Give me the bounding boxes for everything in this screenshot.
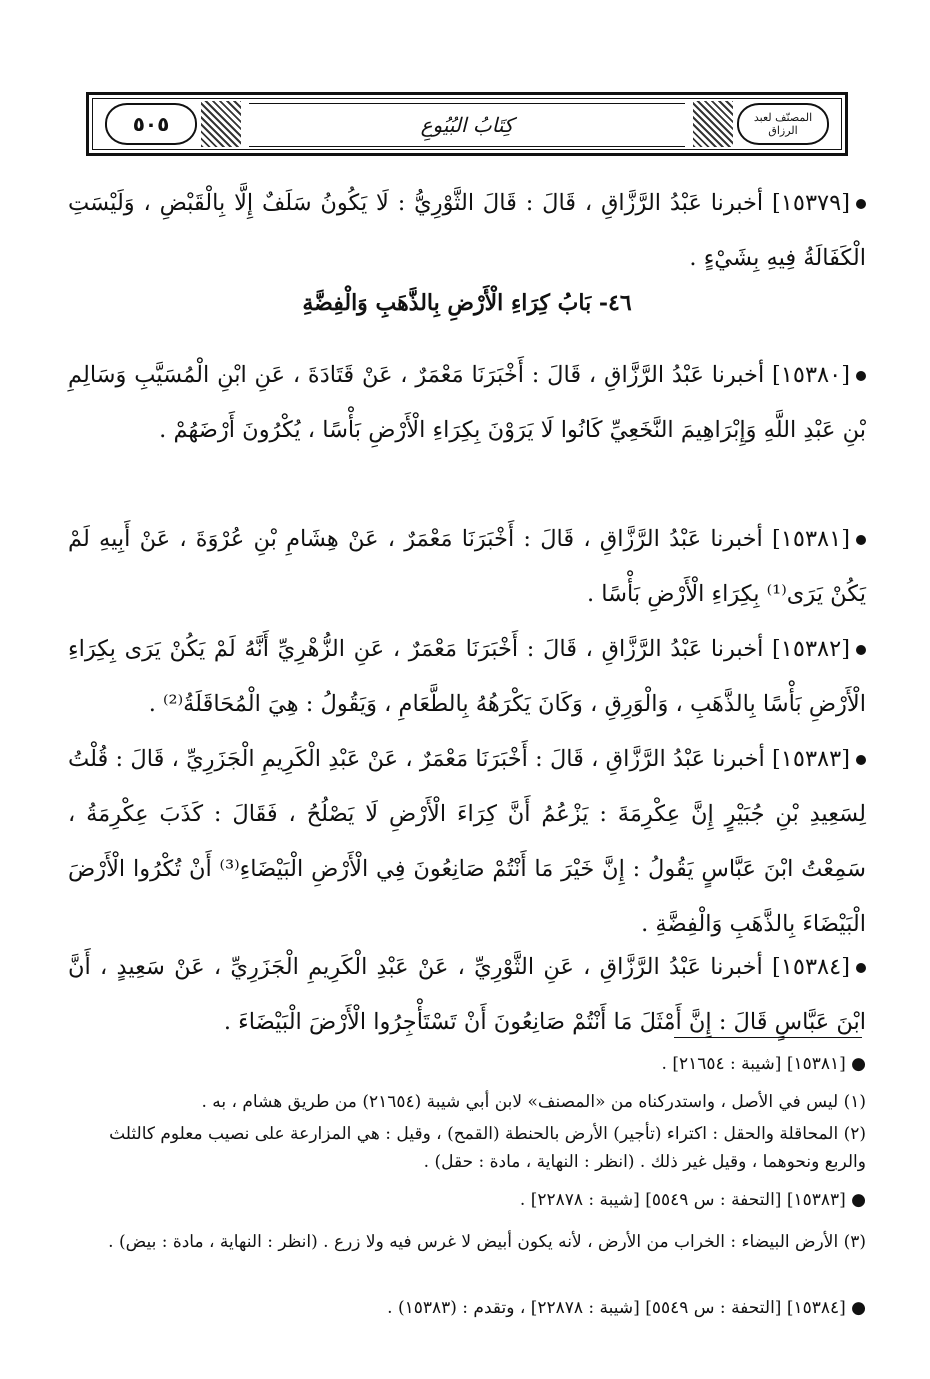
footnote-line: ● [١٥٣٨٤] [التحفة : س ٥٥٤٩] [شيبة : ٢٢٨٧٨] ، وتقدم : (١٥٣٨٣) . <box>387 1298 866 1318</box>
footnote-line: (١) ليس في الأصل ، واستدركناه من «المصنف» لابن أبي شيبة (٢١٦٥٤) من طريق هشام ، به . <box>201 1092 866 1112</box>
chapter-heading: ٤٦- بَابُ كِرَاءِ الْأَرْضِ بِالذَّهَبِ وَالْفِضَّةِ <box>302 290 632 316</box>
bullet-icon <box>856 963 866 973</box>
bullet-icon <box>856 371 866 381</box>
hadith-entry: [١٥٣٨٢] أخبرنا عَبْدُ الرَّزَّاقِ ، قَالَ : أَخْبَرَنَا مَعْمَرٌ ، عَنِ الزُّهْرِيِّ أَنَّهُ لَمْ يَكُنْ يَرَى بِكِرَاءِ الْأَرْضِ بَأْسًا بِالذَّهَبِ ، وَالْوَرِقِ ، وَكَانَ يَكْرَهُهُ بِالطَّعَامِ ، وَيَقُولُ : هِيَ الْمُحَاقَلَةُ⁽²⁾ . <box>68 636 866 717</box>
book-logo: المصنّف لعبد الرزاق <box>753 111 813 137</box>
hadith-entry: [١٥٣٨٤] أخبرنا عَبْدُ الرَّزَّاقِ ، عَنِ الثَّوْرِيِّ ، عَنْ عَبْدِ الْكَرِيمِ الْجَزَرِيِّ ، عَنْ سَعِيدٍ ، أَنَّ ابْنَ عَبَّاسٍ قَالَ : إِنَّ أَمْثَلَ مَا أَنْتُمْ صَانِعُونَ أَنْ تَسْتَأْجِرُوا الْأَرْضَ الْبَيْضَاءَ . <box>68 954 866 1035</box>
hadith-entry: [١٥٣٨٠] أخبرنا عَبْدُ الرَّزَّاقِ ، قَالَ : أَخْبَرَنَا مَعْمَرٌ ، عَنْ قَتَادَةَ ، عَنِ ابْنِ الْمُسَيَّبِ وَسَالِمِ بْنِ عَبْدِ اللَّهِ وَإِبْرَاهِيمَ النَّخَعِيِّ كَانُوا لَا يَرَوْنَ بِكِرَاءِ الْأَرْضِ بَأْسًا ، يُكْرُونَ أَرْضَهُمْ . <box>68 362 866 443</box>
footnote-line: (٣) الأرض البيضاء : الخراب من الأرض ، لأنه يكون أبيض لا غرس فيه ولا زرع . (انظر : النهاية ، مادة : بيض) . <box>108 1232 866 1252</box>
bullet-icon <box>856 755 866 765</box>
bullet-icon <box>856 645 866 655</box>
bullet-icon <box>856 535 866 545</box>
footnote-line: ● [١٥٣٨١] [شيبة : ٢١٦٥٤] . <box>661 1054 866 1074</box>
page-number: ٥٠٥ <box>132 112 170 136</box>
page-header <box>86 92 848 156</box>
hadith-entry: [١٥٣٧٩] أخبرنا عَبْدُ الرَّزَّاقِ ، قَالَ : قَالَ الثَّوْرِيُّ : لَا يَكُونُ سَلَفٌ إِلَّا بِالْقَبْضِ ، وَلَيْسَتِ الْكَفَالَةُ فِيهِ بِشَيْءٍ . <box>68 190 866 271</box>
logo-panel <box>737 103 829 145</box>
page-number-panel <box>105 103 197 145</box>
hadith-entry: [١٥٣٨٣] أخبرنا عَبْدُ الرَّزَّاقِ ، قَالَ : أَخْبَرَنَا مَعْمَرٌ ، عَنْ عَبْدِ الْكَرِيمِ الْجَزَرِيِّ ، قَالَ : قُلْتُ لِسَعِيدِ بْنِ جُبَيْرٍ إِنَّ عِكْرِمَةَ : يَزْعُمُ أَنَّ كِرَاءَ الْأَرْضِ لَا يَصْلُحُ ، فَقَالَ : كَذَبَ عِكْرِمَةُ ، سَمِعْتُ ابْنَ عَبَّاسٍ يَقُولُ : إِنَّ خَيْرَ مَا أَنْتُمْ صَانِعُونَ فِي الْأَرْضِ الْبَيْضَاءِ⁽³⁾ أَنْ تُكْرُوا الْأَرْضَ الْبَيْضَاءَ بِالذَّهَبِ وَالْفِضَّةِ . <box>68 746 866 937</box>
footnote-separator <box>674 1037 862 1038</box>
hadith-entry: [١٥٣٨١] أخبرنا عَبْدُ الرَّزَّاقِ ، قَالَ : أَخْبَرَنَا مَعْمَرٌ ، عَنْ هِشَامِ بْنِ عُرْوَةَ ، عَنْ أَبِيهِ لَمْ يَكُنْ يَرَى⁽¹⁾ بِكِرَاءِ الْأَرْضِ بَأْسًا . <box>68 526 866 607</box>
bullet-icon <box>856 199 866 209</box>
book-title: كِتَابُ البُيُوعِ <box>420 113 514 137</box>
header-title-band <box>249 103 685 147</box>
footnote-line: ● [١٥٣٨٣] [التحفة : س ٥٥٤٩] [شيبة : ٢٢٨٧٨] . <box>519 1190 866 1210</box>
ornament-left <box>201 101 241 147</box>
footnote-line: (٢) المحاقلة والحقل : اكتراء (تأجير) الأرض بالحنطة (القمح) ، وقيل : هي المزارعة على نصيب معلوم كالثلث والربع ونحوهما ، وقيل غير ذلك . (انظر : النهاية ، مادة : حقل) . <box>109 1124 866 1172</box>
ornament-right <box>693 101 733 147</box>
